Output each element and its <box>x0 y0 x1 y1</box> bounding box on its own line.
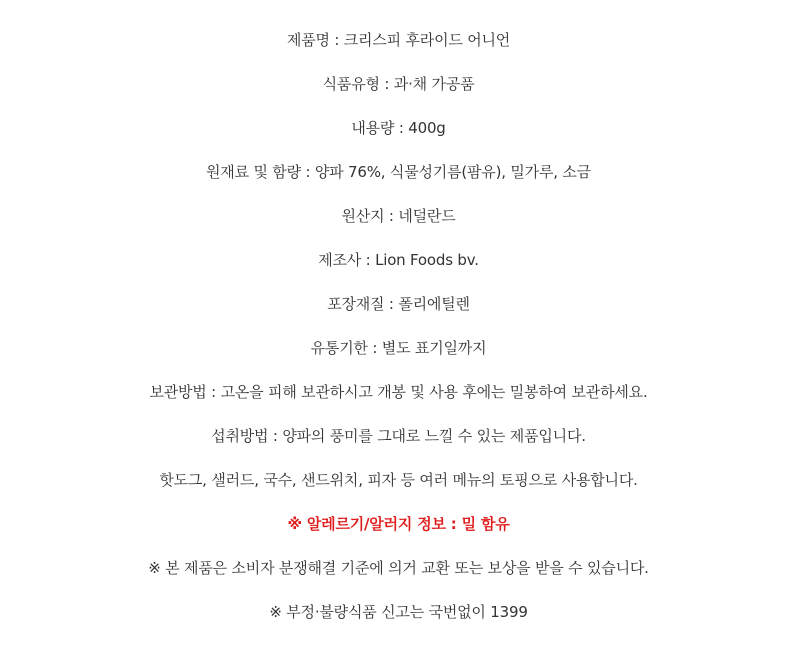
manufacturer-line: 제조사 : Lion Foods bv. <box>318 251 479 269</box>
net-weight-line: 내용량 : 400g <box>351 119 446 137</box>
report-notice-line: ※ 부정·불량식품 신고는 국번없이 1399 <box>269 603 528 621</box>
allergy-warning-line: ※ 알레르기/알러지 정보 : 밀 함유 <box>287 515 510 533</box>
compensation-notice-line: ※ 본 제품은 소비자 분쟁해결 기준에 의거 교환 또는 보상을 받을 수 있습니다. <box>148 559 649 577</box>
food-type-line: 식품유형 : 과·채 가공품 <box>322 75 475 93</box>
expiry-line: 유통기한 : 별도 표기일까지 <box>310 339 487 357</box>
ingredients-line: 원재료 및 함량 : 양파 76%, 식물성기름(팜유), 밀가루, 소금 <box>206 163 591 181</box>
usage-examples-line: 핫도그, 샐러드, 국수, 샌드위치, 피자 등 여러 메뉴의 토핑으로 사용합니다. <box>159 471 638 489</box>
usage-line: 섭취방법 : 양파의 풍미를 그대로 느낄 수 있는 제품입니다. <box>211 427 586 445</box>
storage-line: 보관방법 : 고온을 피해 보관하시고 개봉 및 사용 후에는 밀봉하여 보관하세요. <box>149 383 648 401</box>
packaging-line: 포장재질 : 폴리에틸렌 <box>327 295 470 313</box>
product-name-line: 제품명 : 크리스피 후라이드 어니언 <box>286 31 511 49</box>
origin-line: 원산지 : 네덜란드 <box>341 207 456 225</box>
